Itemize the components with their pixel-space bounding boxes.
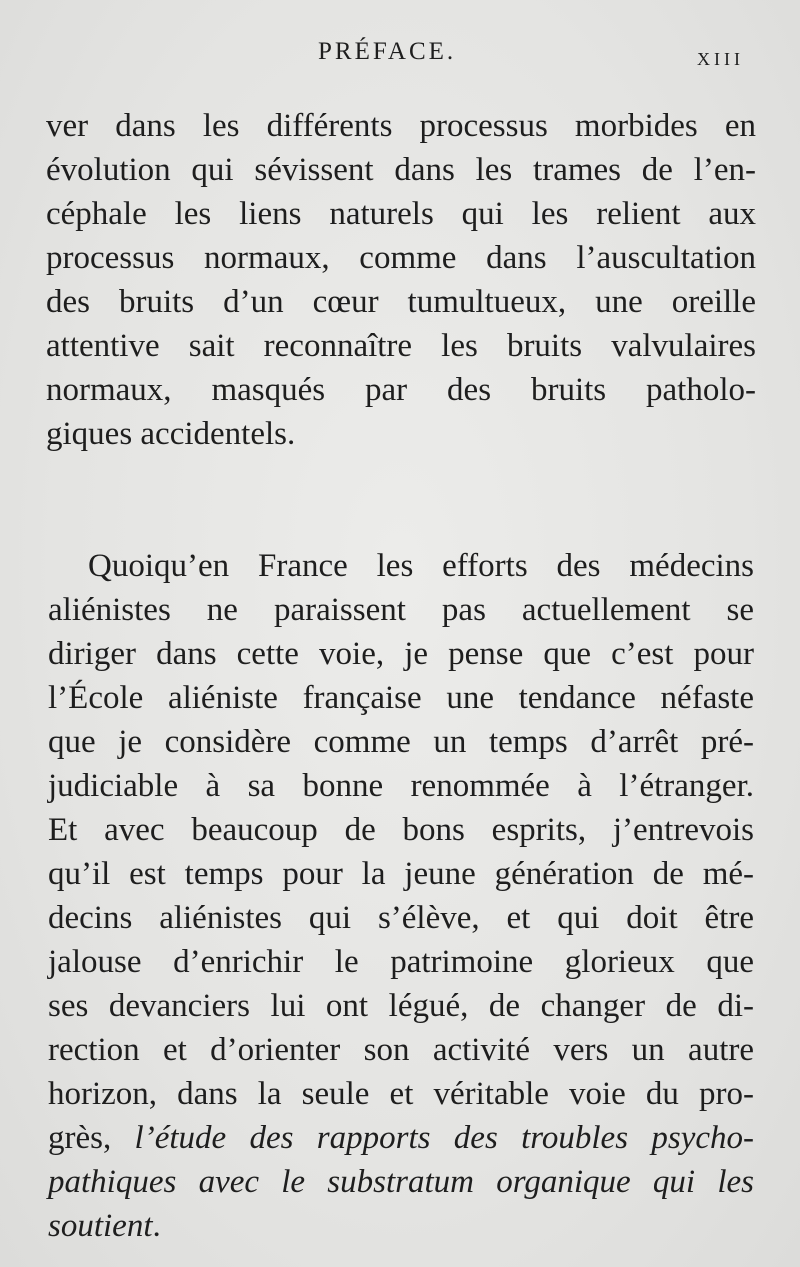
text-line: ses devanciers lui ont légué, de changer de di- [48,988,754,1024]
text-line: qu’il est temps pour la jeune génération de mé- [48,856,754,892]
text-line-italic [48,1162,754,1202]
text-line: que je considère comme un temps d’arrêt pré- [48,724,754,760]
text-line: évolution qui sévissent dans les trames de l’en- [46,152,756,188]
text-line: Et avec beaucoup de bons esprits, j’entrevois [48,812,754,848]
text-line: attentive sait reconnaître les bruits valvulaires [46,328,756,364]
text-line: céphale les liens naturels qui les relient aux [46,196,756,232]
text-line: decins aliénistes qui s’élève, et qui doit être [48,900,754,936]
text-line: normaux, masqués par des bruits patholo- [46,372,756,408]
page-number: XIII [697,49,744,69]
text-line: judiciable à sa bonne renommée à l’étranger. [48,768,754,804]
text-line: jalouse d’enrichir le patrimoine glorieux que [48,944,754,980]
text-line: des bruits d’un cœur tumultueux, une oreille [46,284,756,320]
text-line-mixed [48,1118,754,1158]
text-line: diriger dans cette voie, je pense que c’est pour [48,636,754,672]
italic-text-span: pathiques avec le substratum organique qui les [48,1164,754,1200]
text-line: ver dans les différents processus morbides en [46,108,756,144]
italic-text-span: l’étude des rapports des troubles psycho- [134,1120,754,1156]
text-line: horizon, dans la seule et véritable voie du pro- [48,1076,754,1112]
text-line: giques accidentels. [46,416,296,452]
text-line: processus normaux, comme dans l’auscultation [46,240,756,276]
page-header [0,38,800,78]
text-line: l’École aliéniste française une tendance néfaste [48,680,754,716]
italic-text-span: soutient [48,1208,153,1244]
text-line: rection et d’orienter son activité vers un autre [48,1032,754,1068]
text-span: . [152,1208,161,1244]
text-line: aliénistes ne paraissent pas actuellement se [48,592,754,628]
text-line-mixed [48,1206,754,1246]
text-span: grès, [48,1120,135,1156]
text-line: Quoiqu’en France les efforts des médecins [88,548,754,584]
running-title: PRÉFACE. [318,38,457,65]
